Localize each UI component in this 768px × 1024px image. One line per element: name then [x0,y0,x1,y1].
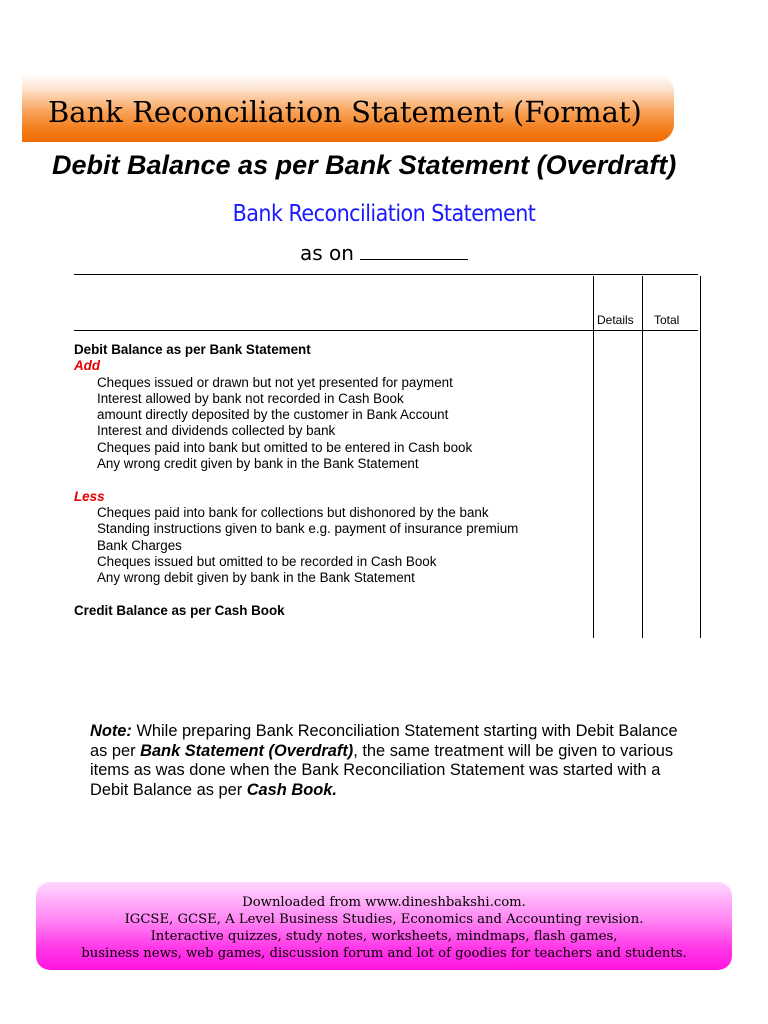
table-row: Cheques issued or drawn but not yet presented for payment [97,374,453,390]
table-row: Interest allowed by bank not recorded in Cash Book [97,390,404,406]
table-row: Interest and dividends collected by bank [97,423,336,439]
table-row [74,586,594,602]
table-header-rule [74,330,698,331]
footer-line: business news, web games, discussion forum and lot of goodies for teachers and students. [81,946,687,961]
footer-line: Interactive quizzes, study notes, worksheets, mindmaps, flash games, [150,929,618,944]
date-blank [360,241,468,260]
table-row: Cheques paid into bank for collections but dishonored by the bank [97,504,489,520]
column-header-total: Total [654,313,680,327]
table-row: amount directly deposited by the customer in Bank Account [97,407,449,423]
date-label: as on [300,241,354,265]
table-row: Debit Balance as per Bank Statement [74,342,311,357]
statement-date-line [0,240,768,266]
note-text-2: , the same treatment will be given to various items as was done when the Bank Reconciliation Statement was started with a Debit Balance as per [90,741,674,799]
page-subtitle: Debit Balance as per Bank Statement (Overdraft) [52,150,677,180]
note-text-1: While preparing Bank Reconciliation Statement starting with Debit Balance as per [90,722,678,760]
note-label: Note: [90,722,132,741]
table-row: Cheques issued but omitted to be recorded in Cash Book [97,553,437,569]
table-row: Credit Balance as per Cash Book [74,602,285,618]
table-row [74,472,594,488]
note-emphasis-cash-book: Cash Book. [246,780,337,799]
footer-line: Downloaded from www.dineshbakshi.com. [242,895,526,910]
note-paragraph [90,722,690,800]
table-row: Any wrong debit given by bank in the Bank Statement [97,570,415,586]
page-title: Bank Reconciliation Statement (Format) [48,95,642,129]
table-row: Standing instructions given to bank e.g. payment of insurance premium [97,521,519,537]
table-row: Cheques paid into bank but omitted to be entered in Cash book [97,439,473,455]
table-row: Bank Charges [97,537,182,553]
total-column-left-rule [642,276,643,638]
table-row: Any wrong credit given by bank in the Bank Statement [97,456,419,472]
footer-line: IGCSE, GCSE, A Level Business Studies, Economics and Accounting revision. [124,912,644,927]
statement-items [74,342,594,619]
footer-text [36,894,732,962]
table-row: Add [74,358,101,374]
column-header-details: Details [597,313,634,327]
table-row: Less [74,488,105,504]
total-column-right-rule [700,276,701,638]
note-emphasis-bank-statement: Bank Statement (Overdraft) [140,741,354,760]
table-top-rule [74,274,698,275]
statement-title: Bank Reconciliation Statement [232,201,536,227]
